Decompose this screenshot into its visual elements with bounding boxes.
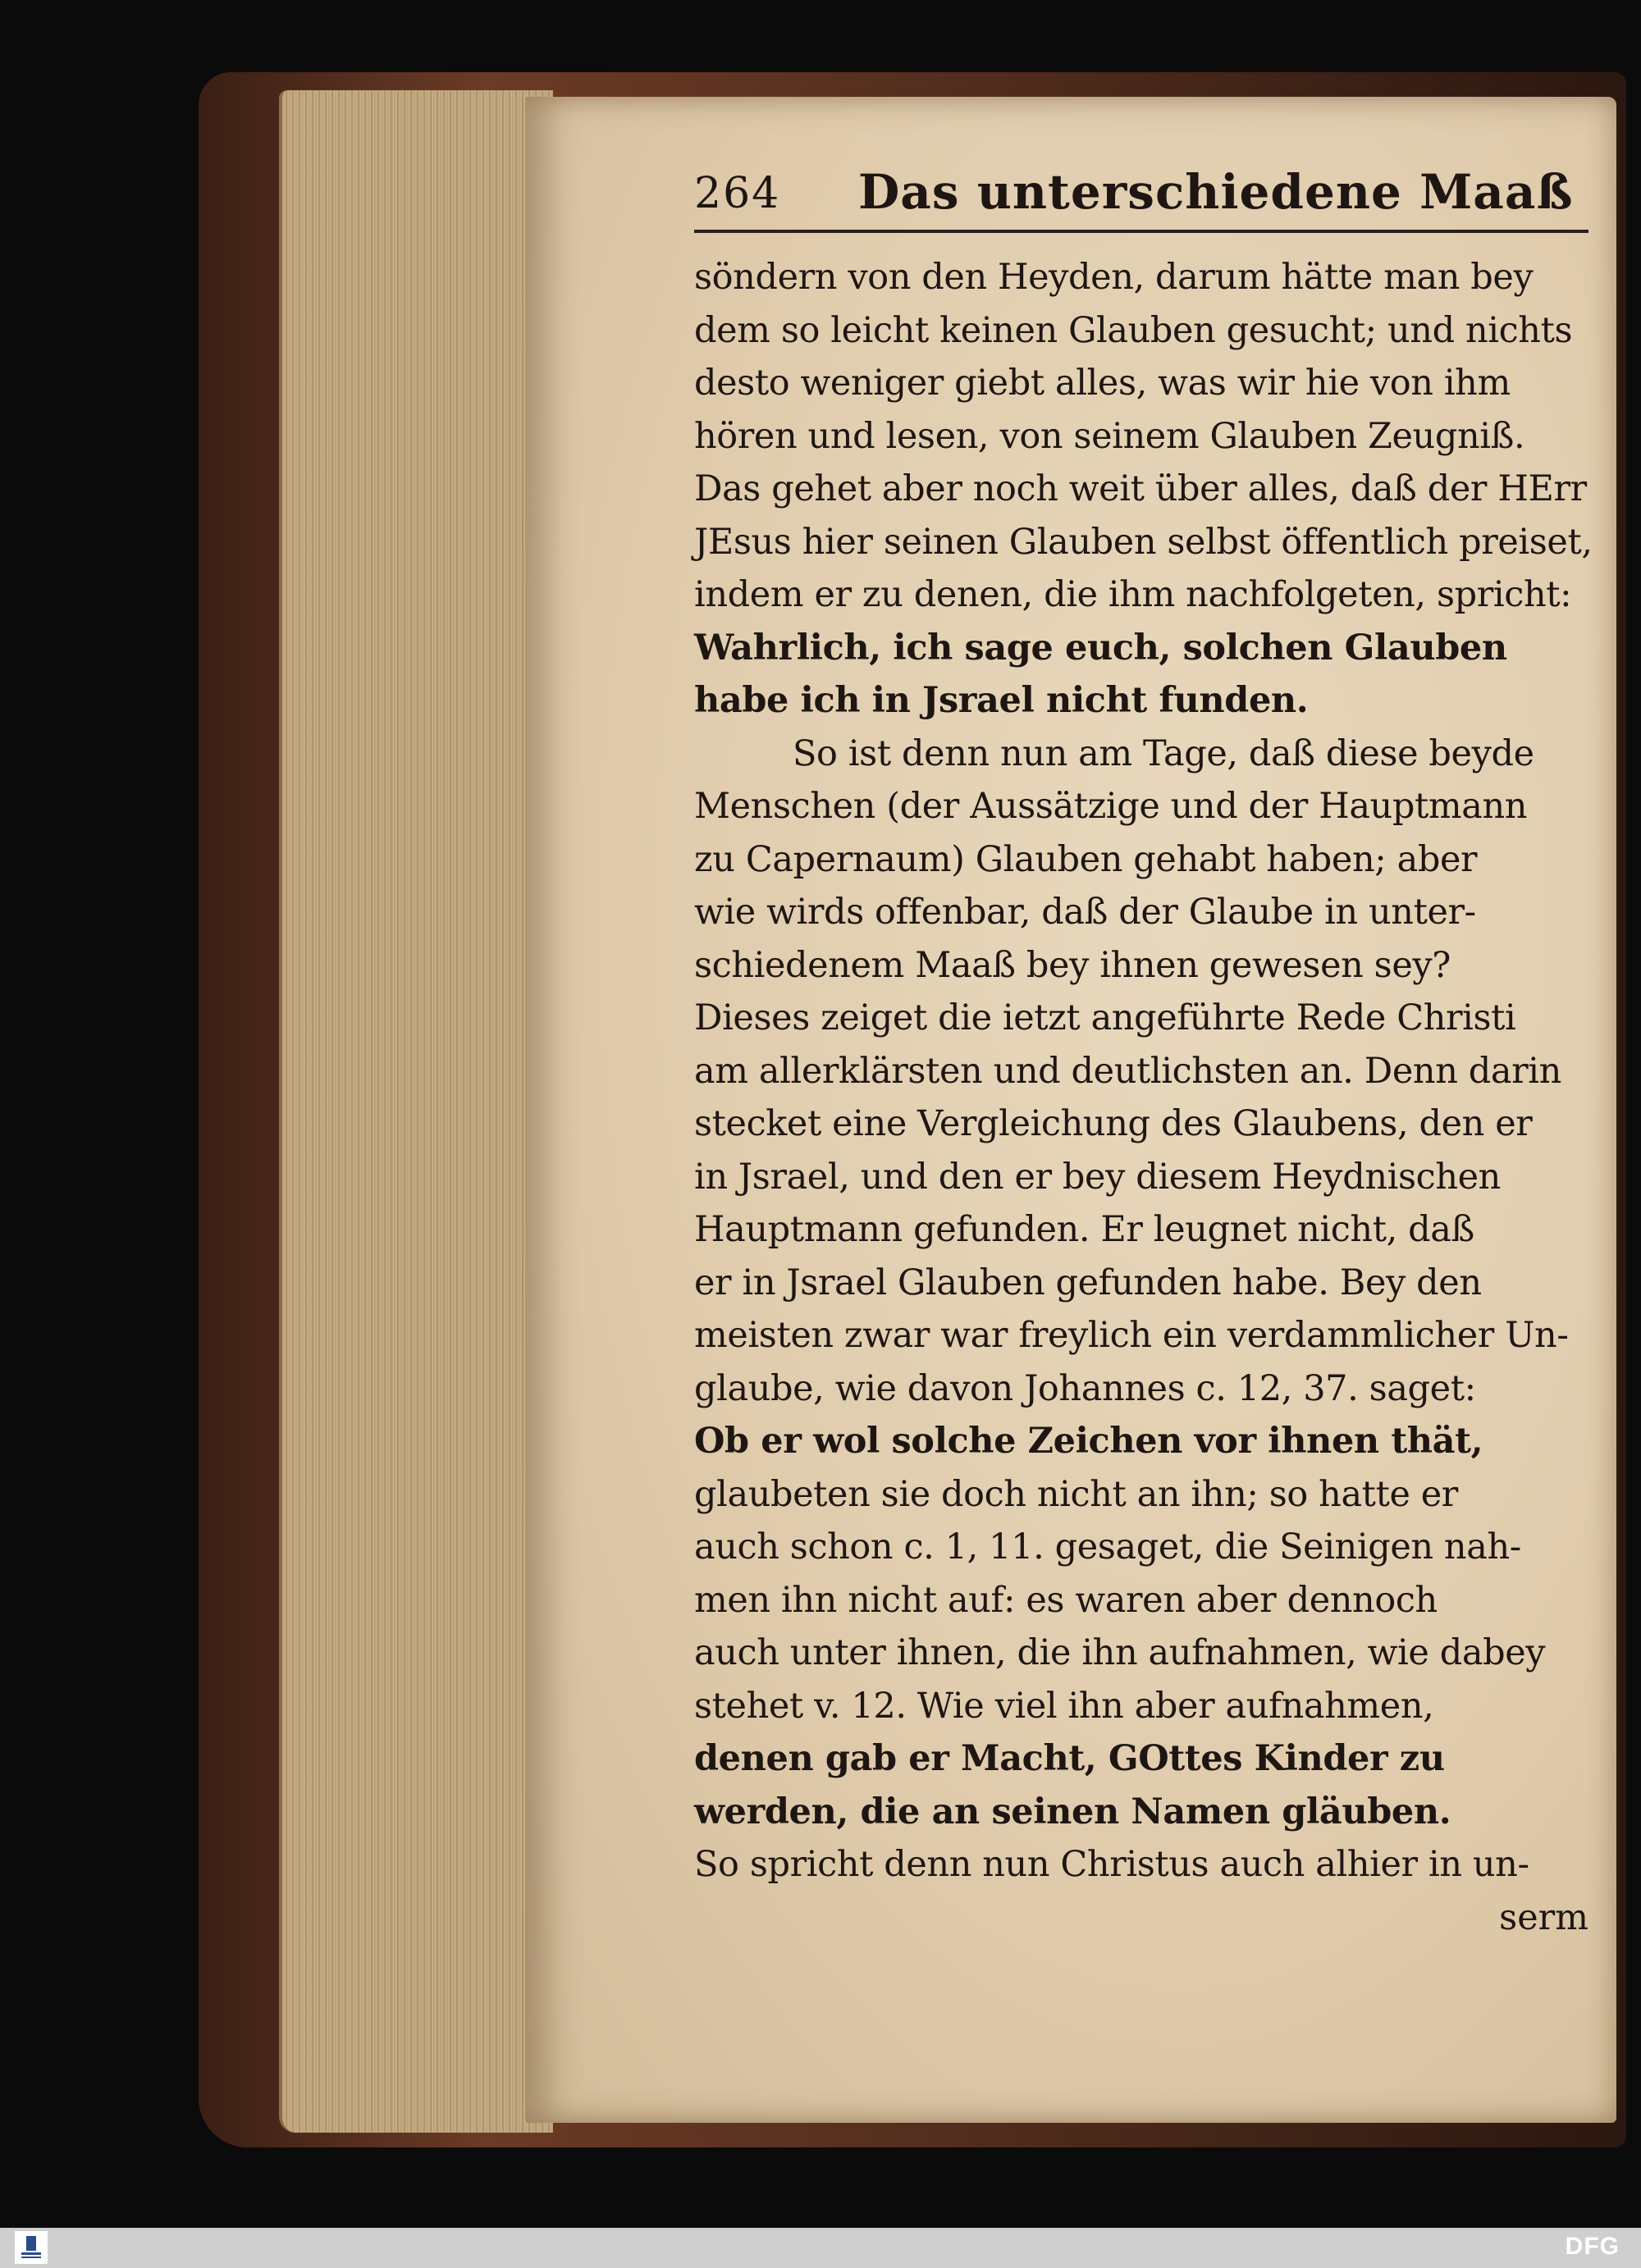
text-line: So ist denn nun am Tage, daß diese beyde bbox=[793, 732, 1534, 774]
text-line: desto weniger giebt alles, was wir hie von ihm bbox=[694, 363, 1511, 404]
running-title: Das unterschiedene Maaß bbox=[858, 164, 1574, 220]
text-line: glaubeten sie doch nicht an ihn; so hatte er bbox=[694, 1473, 1458, 1515]
text-line: Ob er wol solche Zeichen vor ihnen thät, bbox=[694, 1421, 1483, 1462]
viewer-footer-bar bbox=[0, 2228, 1641, 2268]
text-line: indem er zu denen, die ihm nachfolgeten, spricht: bbox=[694, 574, 1572, 615]
text-lines bbox=[694, 251, 1593, 1892]
text-line: söndern von den Heyden, darum hätte man bey bbox=[694, 257, 1534, 298]
text-line: Hauptmann gefunden. Er leugnet nicht, daß bbox=[694, 1209, 1474, 1250]
text-line: Dieses zeiget die ietzt angeführte Rede Christi bbox=[694, 997, 1516, 1038]
text-line: Wahrlich, ich sage euch, solchen Glauben bbox=[694, 627, 1507, 669]
text-line: habe ich in Jsrael nicht funden. bbox=[694, 680, 1309, 721]
page-edges bbox=[279, 90, 553, 2133]
text-line: Menschen (der Aussätzige und der Hauptmann bbox=[694, 786, 1528, 827]
library-logo-icon bbox=[15, 2231, 48, 2264]
text-line: stehet v. 12. Wie viel ihn aber aufnahmen, bbox=[694, 1685, 1434, 1727]
page-number: 264 bbox=[694, 169, 781, 218]
text-line: hören und lesen, von seinem Glauben Zeugniß. bbox=[694, 415, 1525, 457]
text-line: JEsus hier seinen Glauben selbst öffentlich preiset, bbox=[694, 521, 1593, 563]
catchword: serm bbox=[1499, 1896, 1588, 1938]
dfg-logo: DFG bbox=[1565, 2233, 1620, 2260]
text-line: denen gab er Macht, GOttes Kinder zu bbox=[694, 1738, 1445, 1779]
text-line: So spricht denn nun Christus auch alhier in un- bbox=[694, 1844, 1529, 1885]
text-line: dem so leicht keinen Glauben gesucht; und nichts bbox=[694, 309, 1573, 351]
text-line: zu Capernaum) Glauben gehabt haben; aber bbox=[694, 838, 1478, 880]
text-line: wie wirds offenbar, daß der Glaube in unter- bbox=[694, 892, 1476, 933]
text-line: men ihn nicht auf: es waren aber dennoch bbox=[694, 1579, 1438, 1621]
text-line: am allerklärsten und deutlichsten an. Denn darin bbox=[694, 1050, 1561, 1092]
text-line: glaube, wie davon Johannes c. 12, 37. saget: bbox=[694, 1367, 1476, 1409]
text-line: Das gehet aber noch weit über alles, daß der HErr bbox=[694, 468, 1587, 509]
running-head bbox=[694, 156, 1588, 233]
page-text bbox=[694, 156, 1593, 1944]
text-line: auch unter ihnen, die ihn aufnahmen, wie dabey bbox=[694, 1632, 1546, 1673]
text-line: schiedenem Maaß bey ihnen gewesen sey? bbox=[694, 944, 1451, 986]
text-line: auch schon c. 1, 11. gesaget, die Seinigen nah- bbox=[694, 1526, 1521, 1568]
text-line: er in Jsrael Glauben gefunden habe. Bey den bbox=[694, 1262, 1482, 1303]
text-line: stecket eine Vergleichung des Glaubens, den er bbox=[694, 1103, 1533, 1144]
text-line: meisten zwar war freylich ein verdammlicher Un- bbox=[694, 1315, 1569, 1356]
text-line: in Jsrael, und den er bey diesem Heydnischen bbox=[694, 1156, 1501, 1198]
text-line: werden, die an seinen Namen gläuben. bbox=[694, 1791, 1451, 1832]
